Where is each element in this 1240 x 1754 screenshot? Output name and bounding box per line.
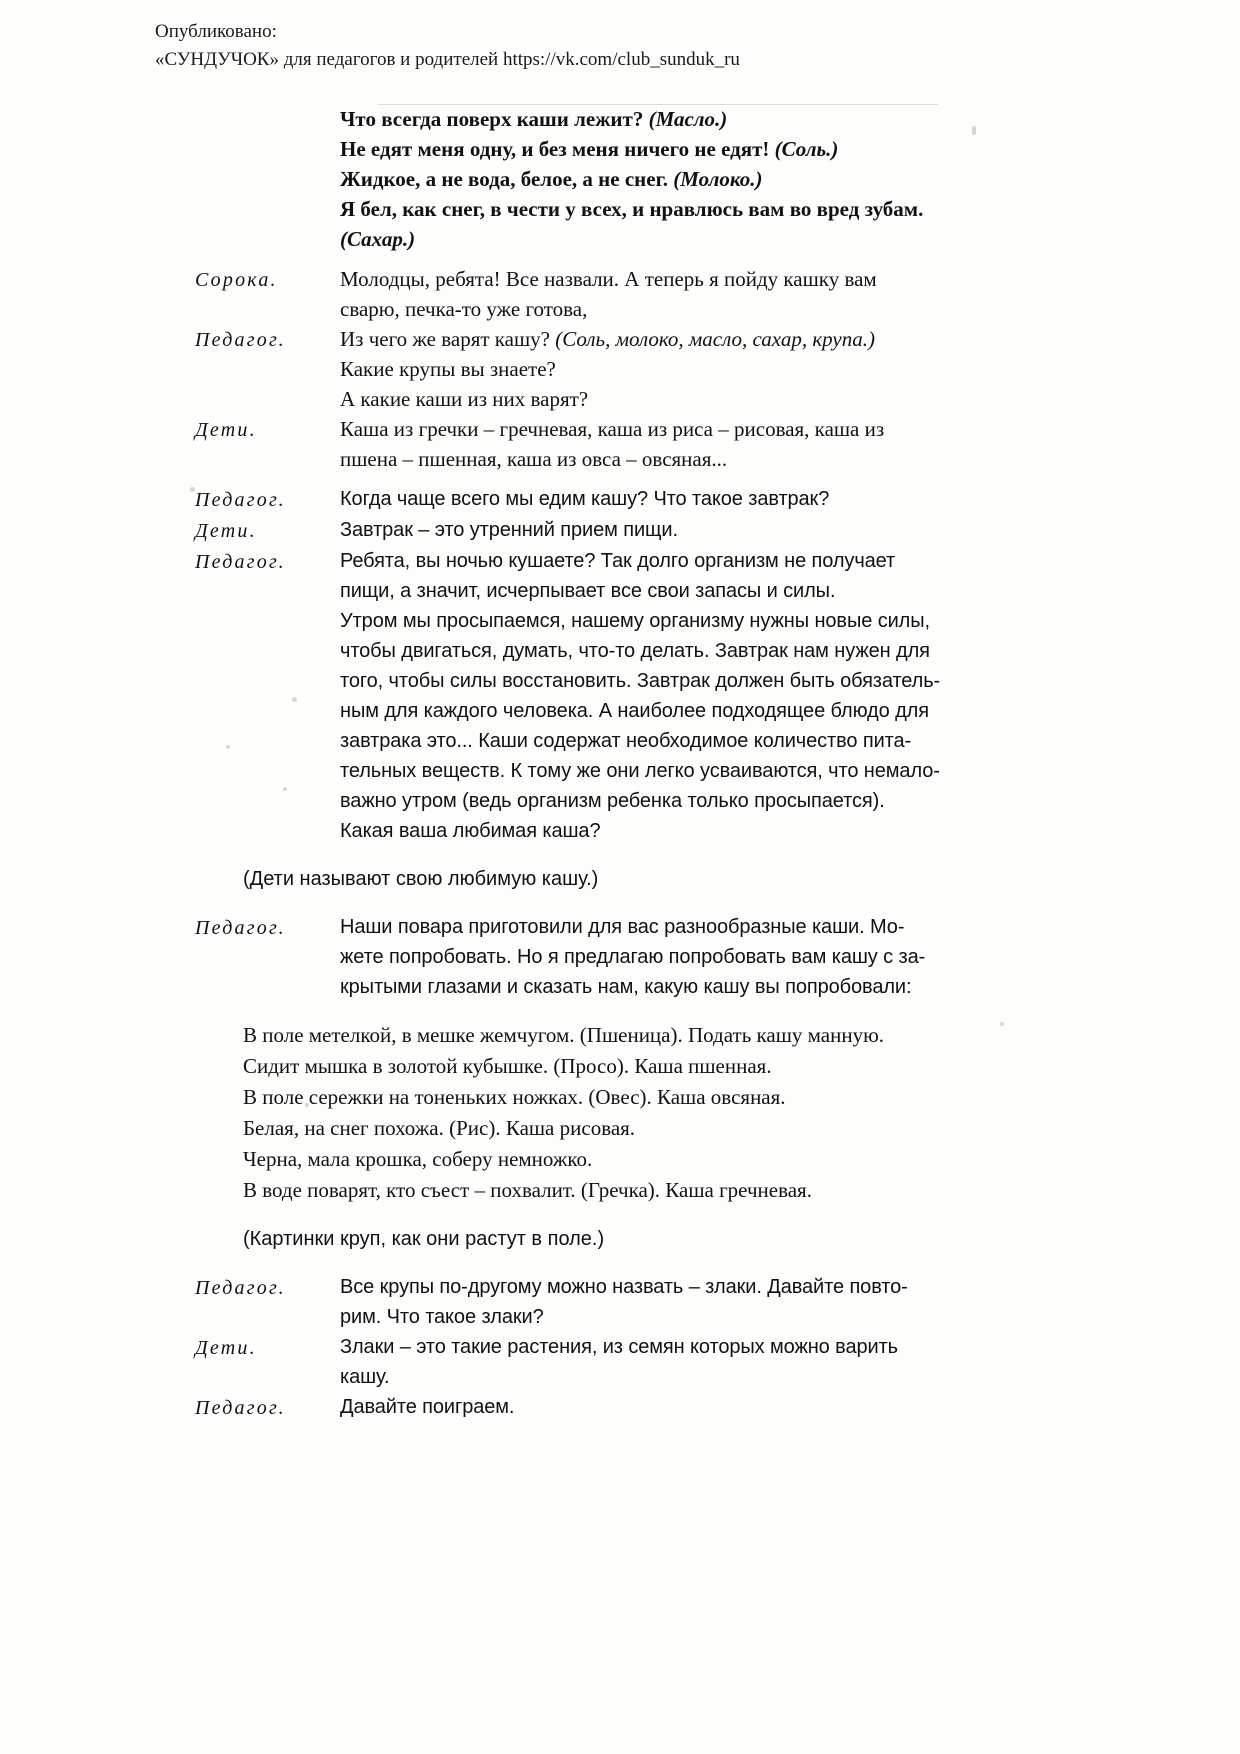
riddle-list-item: В воде поварят, кто съест – похвалит. (Гречка). Каша гречневая.	[243, 1178, 812, 1202]
riddle-list-item: Сидит мышка в золотой кубышке. (Просо). Каша пшенная.	[243, 1054, 772, 1078]
dialogue-row	[195, 1332, 985, 1392]
speaker-label: Педагог.	[195, 1397, 286, 1419]
scan-artifact-speck	[1000, 1022, 1004, 1026]
speech-text	[340, 414, 985, 474]
speaker-label: Педагог.	[195, 329, 286, 351]
publication-header-line-2: «СУНДУЧОК» для педагогов и родителей https://vk.com/club_sunduk_ru	[155, 49, 740, 70]
speech-line: Молодцы, ребята! Все назвали. А теперь я пойду кашку вам	[340, 267, 877, 291]
speech-text	[340, 912, 985, 1002]
speech-line: важно утром (ведь организм ребенка только просыпается).	[340, 790, 885, 812]
publication-header	[155, 18, 955, 74]
speaker-label: Дети.	[195, 520, 257, 542]
inline-answer: (Соль, молоко, масло, сахар, крупа.)	[555, 327, 875, 351]
speech-line: того, чтобы силы восстановить. Завтрак должен быть обязатель-	[340, 670, 941, 692]
speech-line: завтрака это... Каши содержат необходимое количество пита-	[340, 730, 912, 752]
speech-line: Все крупы по-другому можно назвать – злаки. Давайте повто-	[340, 1276, 908, 1298]
speech-line: Какие крупы вы знаете?	[340, 357, 556, 381]
dialogue-row	[195, 484, 985, 515]
speaker-label: Дети.	[195, 419, 257, 441]
speech-line: кашу.	[340, 1366, 390, 1388]
speaker-label: Педагог.	[195, 489, 286, 511]
stage-direction: (Дети называют свою любимую кашу.)	[243, 868, 599, 890]
speech-line: Наши повара приготовили для вас разнообразные каши. Мо-	[340, 916, 905, 938]
speech-line: крытыми глазами и сказать нам, какую кашу вы попробовали:	[340, 976, 912, 998]
speech-line: пшена – пшенная, каша из овса – овсяная...	[340, 447, 728, 471]
document-body	[195, 104, 985, 1423]
top-riddle-line: Жидкое, а не вода, белое, а не снег. (Молоко.)	[340, 167, 763, 191]
speech-line: Давайте поиграем.	[340, 1396, 515, 1418]
riddle-list-item: Черна, мала крошка, соберу немножко.	[243, 1147, 593, 1171]
top-riddle-line: Я бел, как снег, в чести у всех, и нравлюсь вам во вред зубам.	[340, 197, 924, 221]
speech-line: тельных веществ. К тому же они легко усваиваются, что немало-	[340, 760, 940, 782]
speaker-label: Сорока.	[195, 269, 278, 291]
speech-line: Каша из гречки – гречневая, каша из риса – рисовая, каша из	[340, 417, 885, 441]
speech-line: Когда чаще всего мы едим кашу? Что такое завтрак?	[340, 488, 830, 510]
speech-text	[340, 484, 985, 514]
speech-line: рим. Что такое злаки?	[340, 1306, 544, 1328]
top-riddle-line	[340, 224, 985, 254]
speaker-label: Педагог.	[195, 551, 286, 573]
speech-text	[340, 264, 985, 324]
speech-text	[340, 1392, 985, 1422]
dialogue-row	[195, 1272, 985, 1332]
speaker-label: Педагог.	[195, 917, 286, 939]
riddle-list-item: Белая, на снег похожа. (Рис). Каша рисовая.	[243, 1116, 636, 1140]
top-riddle-line: Что всегда поверх каши лежит? (Масло.)	[340, 107, 728, 131]
riddle-list-item: В поле сережки на тоненьких ножках. (Овес). Каша овсяная.	[243, 1085, 786, 1109]
speech-text	[340, 515, 985, 545]
dialogue-row	[195, 1392, 985, 1423]
speech-text	[340, 546, 985, 846]
top-riddles	[340, 104, 985, 254]
speech-line: Утром мы просыпаемся, нашему организму нужны новые силы,	[340, 610, 930, 632]
speech-line: Завтрак – это утренний прием пищи.	[340, 519, 678, 541]
speaker-label: Дети.	[195, 1337, 257, 1359]
speech-line: Злаки – это такие растения, из семян которых можно варить	[340, 1336, 898, 1358]
riddle-list	[243, 1020, 985, 1206]
speech-text	[340, 1272, 985, 1332]
riddle-answer: (Масло.)	[648, 107, 728, 131]
riddle-answer: (Молоко.)	[673, 167, 763, 191]
riddle-answer: (Сахар.)	[340, 227, 416, 251]
speech-line: А какие каши из них варят?	[340, 387, 589, 411]
speech-text	[340, 1332, 985, 1392]
top-riddle-line: Не едят меня одну, и без меня ничего не едят! (Соль.)	[340, 137, 839, 161]
riddle-answer: (Соль.)	[774, 137, 839, 161]
speech-line: чтобы двигаться, думать, что-то делать. Завтрак нам нужен для	[340, 640, 930, 662]
speech-text	[340, 324, 985, 414]
stage-direction: (Картинки круп, как они растут в поле.)	[243, 1228, 605, 1250]
speech-line: пищи, а значит, исчерпывает все свои запасы и силы.	[340, 580, 836, 602]
speech-line: ным для каждого человека. А наиболее подходящее блюдо для	[340, 700, 929, 722]
speech-line: сварю, печка-то уже готова,	[340, 297, 588, 321]
dialogue-row	[195, 324, 985, 414]
riddle-list-item: В поле метелкой, в мешке жемчугом. (Пшеница). Подать кашу манную.	[243, 1023, 885, 1047]
dialogue-row	[195, 414, 985, 474]
speech-line: Какая ваша любимая каша?	[340, 820, 601, 842]
dialogue-row	[195, 515, 985, 546]
speech-line: Ребята, вы ночью кушаете? Так долго организм не получает	[340, 550, 896, 572]
publication-header-line-1: Опубликовано:	[155, 21, 277, 42]
dialogue-row	[195, 546, 985, 846]
dialogue-row	[195, 912, 985, 1002]
dialogue-row	[195, 264, 985, 324]
speaker-label: Педагог.	[195, 1277, 286, 1299]
speech-line: жете попробовать. Но я предлагаю попробовать вам кашу с за-	[340, 946, 926, 968]
speech-line: Из чего же варят кашу? (Соль, молоко, масло, сахар, крупа.)	[340, 327, 875, 351]
